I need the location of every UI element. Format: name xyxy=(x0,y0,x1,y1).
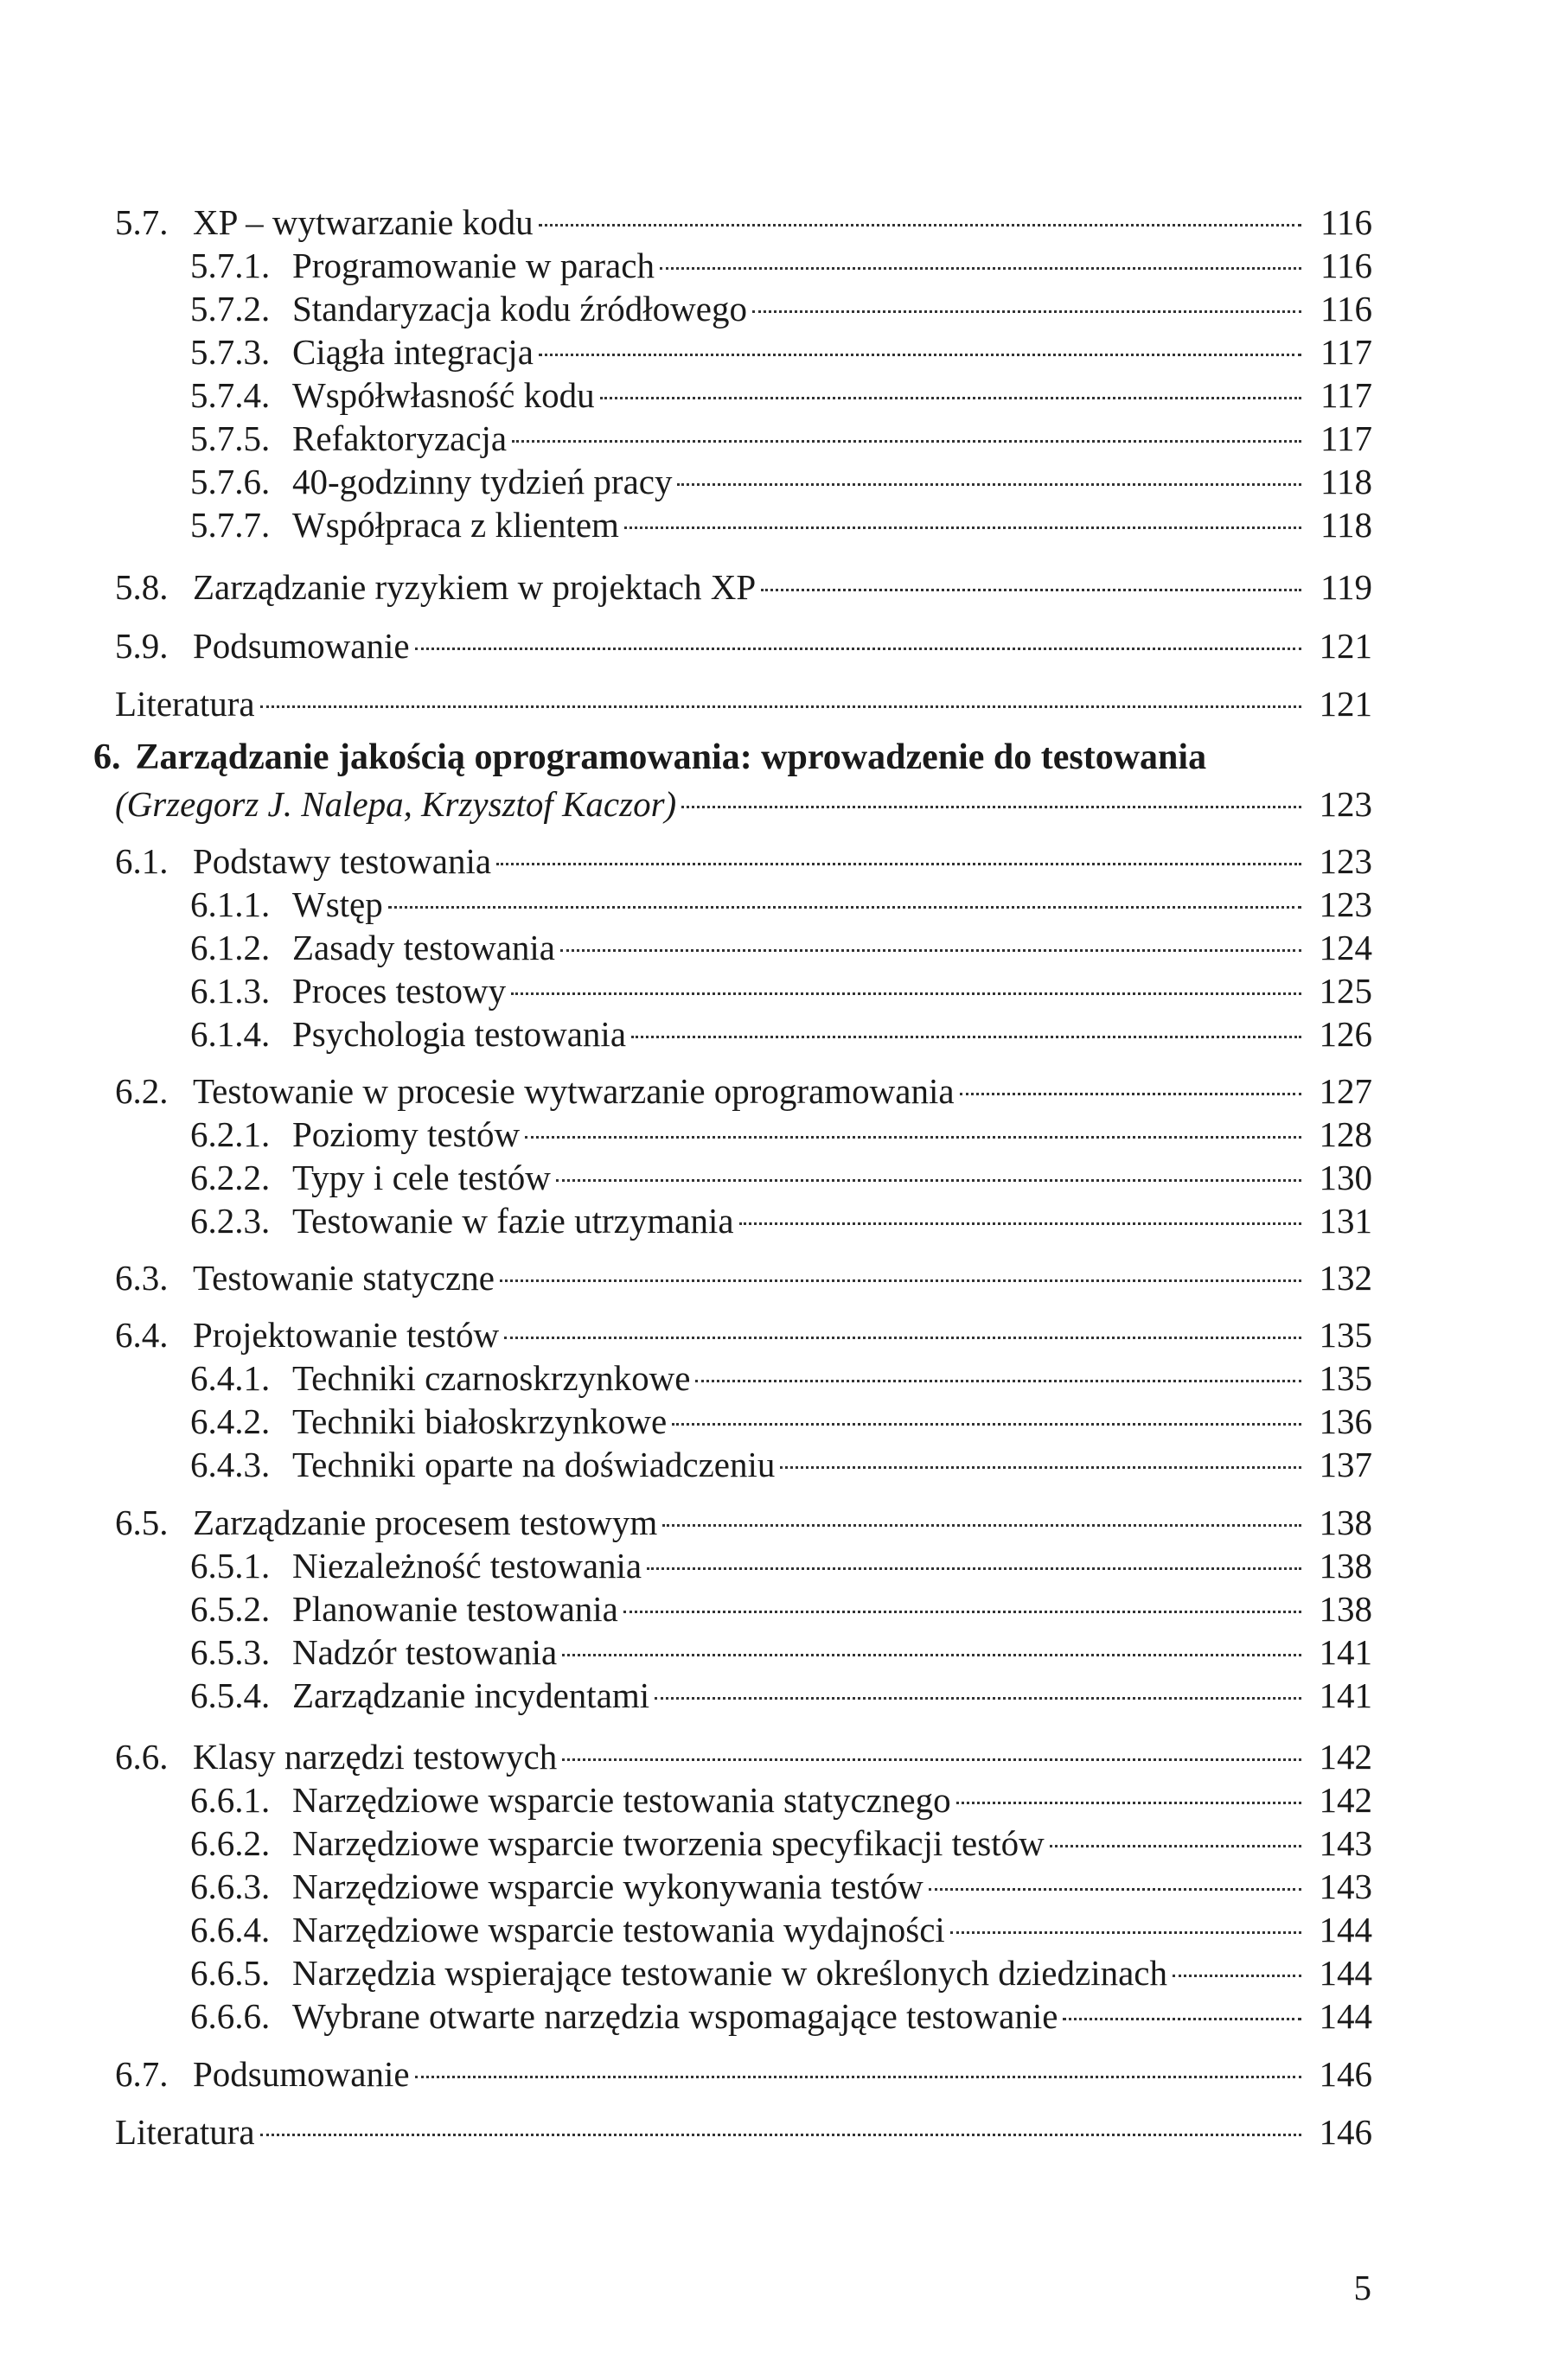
entry-title: Poziomy testów xyxy=(292,1114,521,1154)
toc-entry-6-6-1[interactable] xyxy=(190,1778,1372,1822)
entry-page: 123 xyxy=(1319,841,1372,881)
entry-number: 6.1.4. xyxy=(190,1014,271,1054)
entry-page: 128 xyxy=(1319,1114,1372,1154)
toc-entry-5-8[interactable] xyxy=(115,565,1372,609)
toc-entry-6-4-2[interactable] xyxy=(190,1400,1372,1443)
entry-title: Niezależność testowania xyxy=(292,1546,642,1586)
entry-page: 144 xyxy=(1319,1996,1372,2036)
entry-title: Współwłasność kodu xyxy=(292,375,595,415)
entry-number: 6.5.3. xyxy=(190,1632,271,1672)
entry-page: 144 xyxy=(1319,1953,1372,1993)
entry-number: 6.2.2. xyxy=(190,1158,271,1197)
entry-title: Nadzór testowania xyxy=(292,1632,558,1672)
dot-leader xyxy=(739,1222,1301,1225)
toc-entry-6-6-5[interactable] xyxy=(190,1951,1372,1994)
entry-title: Narzędziowe wsparcie wykonywania testów xyxy=(292,1866,923,1906)
entry-page: 143 xyxy=(1319,1866,1372,1906)
dot-leader xyxy=(525,1136,1301,1139)
toc-entry-6-5-3[interactable] xyxy=(190,1630,1372,1674)
entry-page: 117 xyxy=(1320,418,1372,458)
entry-title: Podstawy testowania xyxy=(193,841,492,881)
entry-page: 135 xyxy=(1319,1358,1372,1398)
dot-leader xyxy=(539,224,1301,227)
toc-entry-5-7-1[interactable] xyxy=(190,244,1372,287)
entry-page: 135 xyxy=(1319,1315,1372,1355)
entry-number: 6.1. xyxy=(115,841,169,881)
entry-title: Projektowanie testów xyxy=(193,1315,500,1355)
entry-number: 6.6.3. xyxy=(190,1866,271,1906)
entry-number: 6.6.2. xyxy=(190,1823,271,1863)
dot-leader xyxy=(504,1337,1301,1339)
entry-page: 118 xyxy=(1320,462,1372,501)
entry-title: Proces testowy xyxy=(292,971,507,1011)
toc-entry-6-2-2[interactable] xyxy=(190,1156,1372,1199)
toc-entry-5-7[interactable] xyxy=(115,201,1372,244)
toc-entry-6-6-3[interactable] xyxy=(190,1865,1372,1908)
entry-page: 124 xyxy=(1319,928,1372,967)
entry-title: Podsumowanie xyxy=(193,2054,410,2094)
toc-entry-6-5-2[interactable] xyxy=(190,1587,1372,1630)
toc-entry-6-5-1[interactable] xyxy=(190,1544,1372,1587)
dot-leader xyxy=(623,1611,1301,1613)
entry-title: Standaryzacja kodu źródłowego xyxy=(292,289,747,329)
dot-leader xyxy=(539,354,1301,356)
dot-leader xyxy=(415,2076,1301,2078)
toc-entry-5-7-3[interactable] xyxy=(190,330,1372,373)
entry-number: 6.2.3. xyxy=(190,1201,271,1241)
entry-title: Narzędziowe wsparcie testowania statycznego xyxy=(292,1780,951,1820)
entry-number: 6.4.3. xyxy=(190,1445,271,1484)
entry-page: 138 xyxy=(1319,1546,1372,1586)
entry-page: 125 xyxy=(1319,971,1372,1011)
entry-title: Klasy narzędzi testowych xyxy=(193,1737,558,1777)
entry-title: Testowanie w fazie utrzymania xyxy=(292,1201,734,1241)
toc-entry-6-6[interactable] xyxy=(115,1735,1372,1778)
dot-leader xyxy=(960,1093,1301,1095)
entry-page: 118 xyxy=(1320,505,1372,545)
entry-page: 123 xyxy=(1319,884,1372,924)
entry-number: 6.4.1. xyxy=(190,1358,271,1398)
entry-title: Narzędziowe wsparcie tworzenia specyfikacji testów xyxy=(292,1823,1045,1863)
toc-entry-6-1-4[interactable] xyxy=(190,1012,1372,1056)
dot-leader xyxy=(956,1802,1301,1804)
toc-entry-6-5-4[interactable] xyxy=(190,1674,1372,1717)
toc-entry-6-4-1[interactable] xyxy=(190,1356,1372,1400)
entry-page: 119 xyxy=(1320,567,1372,607)
entry-number: 5.9. xyxy=(115,626,169,666)
chapter-title: Zarządzanie jakością oprogramowania: wprowadzenie do testowania xyxy=(135,737,1207,777)
entry-page: 121 xyxy=(1319,626,1372,666)
entry-number: 6.5.2. xyxy=(190,1589,271,1629)
dot-leader xyxy=(496,863,1301,865)
toc-entry-5-7-7[interactable] xyxy=(190,503,1372,546)
dot-leader xyxy=(388,906,1301,909)
entry-number: 6.5.4. xyxy=(190,1675,271,1715)
entry-title: Zarządzanie procesem testowym xyxy=(193,1503,658,1542)
entry-number: 6.6.4. xyxy=(190,1910,271,1949)
entry-number: 5.8. xyxy=(115,567,169,607)
toc-entry-6-1[interactable] xyxy=(115,839,1372,883)
entry-number: 6.2. xyxy=(115,1071,169,1111)
chapter-6-heading[interactable] xyxy=(93,736,1364,779)
dot-leader xyxy=(600,397,1301,399)
entry-number: 5.7.2. xyxy=(190,289,271,329)
dot-leader xyxy=(660,267,1301,270)
entry-title: Psychologia testowania xyxy=(292,1014,627,1054)
toc-entry-5-9[interactable] xyxy=(115,624,1372,667)
toc-entry-6-4-3[interactable] xyxy=(190,1443,1372,1486)
entry-number: 5.7.3. xyxy=(190,332,271,372)
entry-number: 6.6.1. xyxy=(190,1780,271,1820)
toc-entry-6-1-1[interactable] xyxy=(190,883,1372,926)
entry-number: 5.7.1. xyxy=(190,246,271,285)
dot-leader xyxy=(780,1466,1301,1469)
entry-title: Zarządzanie ryzykiem w projektach XP xyxy=(193,567,757,607)
entry-page: 136 xyxy=(1319,1401,1372,1441)
toc-entry-6-6-4[interactable] xyxy=(190,1908,1372,1951)
entry-number: 6.5.1. xyxy=(190,1546,271,1586)
toc-entry-6-2-1[interactable] xyxy=(190,1113,1372,1156)
entry-number: 6.6.5. xyxy=(190,1953,271,1993)
entry-title: Narzędzia wspierające testowanie w określonych dziedzinach xyxy=(292,1953,1167,1993)
entry-title: Narzędziowe wsparcie testowania wydajności xyxy=(292,1910,945,1949)
dot-leader xyxy=(556,1179,1301,1182)
entry-page: 137 xyxy=(1319,1445,1372,1484)
dot-leader xyxy=(647,1567,1301,1570)
toc-entry-5-7-4[interactable] xyxy=(190,373,1372,417)
toc-entry-literatura-5[interactable] xyxy=(115,682,1372,725)
toc-entry-6-3[interactable] xyxy=(115,1256,1372,1299)
dot-leader xyxy=(672,1423,1301,1426)
toc-entry-6-2-3[interactable] xyxy=(190,1199,1372,1242)
entry-number: 6.6.6. xyxy=(190,1996,271,2036)
entry-page: 121 xyxy=(1319,684,1372,724)
entry-page: 142 xyxy=(1319,1780,1372,1820)
dot-leader xyxy=(260,705,1301,708)
entry-number: 6.1.1. xyxy=(190,884,271,924)
entry-title: Współpraca z klientem xyxy=(292,505,619,545)
toc-entry-literatura-6[interactable] xyxy=(115,2110,1372,2153)
dot-leader xyxy=(560,949,1301,952)
entry-title: Literatura xyxy=(115,2112,255,2152)
toc-entry-5-7-5[interactable] xyxy=(190,417,1372,460)
entry-number: 6.3. xyxy=(115,1258,169,1298)
entry-page: 144 xyxy=(1319,1910,1372,1949)
toc-entry-6-2[interactable] xyxy=(115,1069,1372,1113)
entry-page: 141 xyxy=(1319,1675,1372,1715)
dot-leader xyxy=(1063,2018,1301,2020)
entry-title: Techniki białoskrzynkowe xyxy=(292,1401,668,1441)
dot-leader xyxy=(950,1931,1301,1934)
toc-entry-6-6-6[interactable] xyxy=(190,1994,1372,2038)
entry-page: 117 xyxy=(1320,375,1372,415)
entry-number: 5.7.6. xyxy=(190,462,271,501)
entry-page: 132 xyxy=(1319,1258,1372,1298)
entry-page: 146 xyxy=(1319,2054,1372,2094)
entry-page: 116 xyxy=(1320,246,1372,285)
dot-leader xyxy=(1173,1975,1301,1977)
entry-number: 6.6. xyxy=(115,1737,169,1777)
entry-title: Techniki czarnoskrzynkowe xyxy=(292,1358,691,1398)
entry-page: 130 xyxy=(1319,1158,1372,1197)
dot-leader xyxy=(655,1697,1301,1700)
entry-title: Ciągła integracja xyxy=(292,332,534,372)
entry-page: 141 xyxy=(1319,1632,1372,1672)
dot-leader xyxy=(624,526,1301,529)
entry-title: Testowanie w procesie wytwarzanie oprogramowania xyxy=(193,1071,955,1111)
entry-title: Wstęp xyxy=(292,884,383,924)
toc-entry-6-1-2[interactable] xyxy=(190,926,1372,969)
entry-page: 126 xyxy=(1319,1014,1372,1054)
entry-number: 6.2.1. xyxy=(190,1114,271,1154)
dot-leader xyxy=(662,1524,1301,1527)
entry-number: 6.4.2. xyxy=(190,1401,271,1441)
entry-page: 117 xyxy=(1320,332,1372,372)
entry-title: Planowanie testowania xyxy=(292,1589,618,1629)
dot-leader xyxy=(681,806,1301,808)
entry-number: 6.7. xyxy=(115,2054,169,2094)
entry-number: 5.7.5. xyxy=(190,418,271,458)
chapter-number: 6. xyxy=(93,737,121,777)
entry-number: 5.7.7. xyxy=(190,505,271,545)
toc-entry-6-4[interactable] xyxy=(115,1313,1372,1356)
entry-page: 116 xyxy=(1320,289,1372,329)
entry-title: Refaktoryzacja xyxy=(292,418,508,458)
dot-leader xyxy=(752,310,1301,313)
entry-page: 116 xyxy=(1320,202,1372,242)
dot-leader xyxy=(761,589,1301,591)
entry-page: 131 xyxy=(1319,1201,1372,1241)
entry-page: 138 xyxy=(1319,1503,1372,1542)
entry-title: Typy i cele testów xyxy=(292,1158,551,1197)
entry-title: Techniki oparte na doświadczeniu xyxy=(292,1445,776,1484)
dot-leader xyxy=(1050,1845,1301,1847)
dot-leader xyxy=(631,1036,1301,1038)
dot-leader xyxy=(511,992,1301,995)
dot-leader xyxy=(415,648,1301,650)
toc-entry-6-5[interactable] xyxy=(115,1501,1372,1544)
entry-title: Wybrane otwarte narzędzia wspomagające testowanie xyxy=(292,1996,1058,2036)
entry-page: 142 xyxy=(1319,1737,1372,1777)
dot-leader xyxy=(512,440,1301,443)
entry-title: Programowanie w parach xyxy=(292,246,655,285)
dot-leader xyxy=(562,1758,1301,1761)
dot-leader xyxy=(260,2134,1301,2136)
dot-leader xyxy=(695,1380,1301,1382)
entry-title: Literatura xyxy=(115,684,255,724)
entry-title: Podsumowanie xyxy=(193,626,410,666)
entry-page: 143 xyxy=(1319,1823,1372,1863)
toc-entry-6-7[interactable] xyxy=(115,2052,1372,2096)
toc-entry-5-7-6[interactable] xyxy=(190,460,1372,503)
entry-number: 6.4. xyxy=(115,1315,169,1355)
entry-title: Zasady testowania xyxy=(292,928,555,967)
dot-leader xyxy=(677,483,1301,486)
entry-title: Zarządzanie incydentami xyxy=(292,1675,650,1715)
toc-entry-chapter-6-authors[interactable] xyxy=(115,782,1372,826)
entry-number: 5.7.4. xyxy=(190,375,271,415)
toc-entry-6-1-3[interactable] xyxy=(190,969,1372,1012)
entry-number: 5.7. xyxy=(115,202,169,242)
entry-number: 6.5. xyxy=(115,1503,169,1542)
dot-leader xyxy=(929,1888,1301,1891)
entry-page: 146 xyxy=(1319,2112,1372,2152)
entry-title: Testowanie statyczne xyxy=(193,1258,495,1298)
entry-number: 6.1.3. xyxy=(190,971,271,1011)
entry-page: 138 xyxy=(1319,1589,1372,1629)
entry-page: 127 xyxy=(1319,1071,1372,1111)
page-number: 5 xyxy=(1353,2268,1371,2307)
dot-leader xyxy=(500,1279,1301,1282)
chapter-authors: (Grzegorz J. Nalepa, Krzysztof Kaczor) xyxy=(115,784,677,824)
entry-title: 40-godzinny tydzień pracy xyxy=(292,462,673,501)
entry-number: 6.1.2. xyxy=(190,928,271,967)
entry-title: XP – wytwarzanie kodu xyxy=(193,202,534,242)
toc-entry-6-6-2[interactable] xyxy=(190,1822,1372,1865)
dot-leader xyxy=(562,1654,1301,1656)
toc-entry-5-7-2[interactable] xyxy=(190,287,1372,330)
entry-page: 123 xyxy=(1319,784,1372,824)
